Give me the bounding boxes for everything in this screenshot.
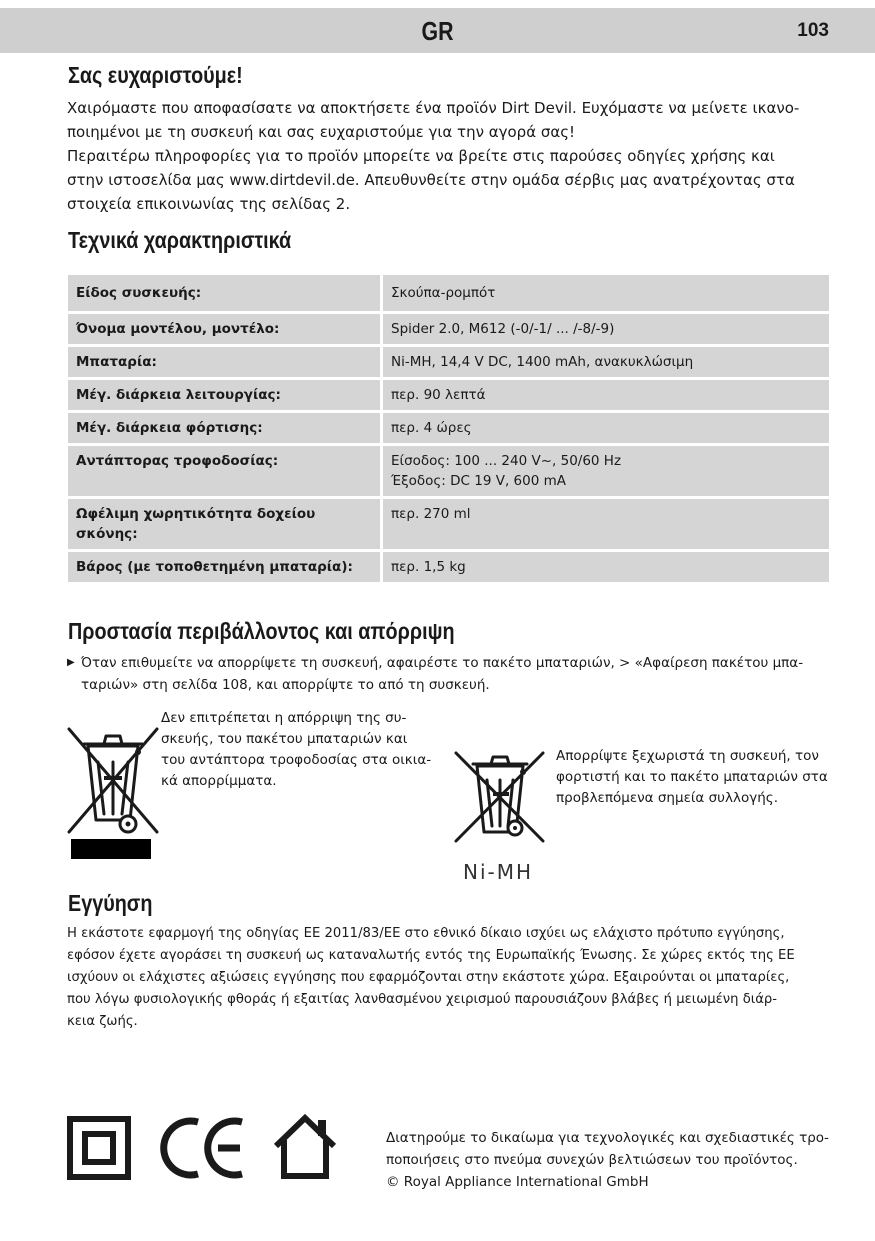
table-row	[68, 314, 829, 344]
spec-key: Ωφέλιμη χωρητικότητα δοχείου σκόνης:	[68, 499, 383, 549]
bullet-arrow-icon: ▶	[67, 657, 75, 668]
specs-heading: Τεχνικά χαρακτηριστικά	[68, 227, 292, 253]
text-line: Δεν επιτρέπεται η απόρριψη της συ-	[161, 710, 407, 726]
crossed-bin-icon	[66, 724, 161, 836]
text-line: του αντάπτορα τροφοδοσίας στα οικια-	[161, 752, 432, 768]
thanks-line: Περαιτέρω πληροφορίες για το προϊόν μπορείτε να βρείτε στις παρούσες οδηγίες χρήσης και	[67, 147, 775, 165]
warranty-line: εφόσον έχετε αγοράσει τη συσκευή ως καταναλωτής εντός της Ευρωπαϊκής Ένωσης. Σε χώρες εκτός της ΕΕ	[67, 948, 795, 963]
language-code: GR	[421, 16, 454, 46]
spec-value: Spider 2.0, M612 (-0/-1/ ... /-8/-9)	[383, 314, 829, 344]
spec-value-line: Είσοδος: 100 ... 240 V~, 50/60 Hz	[391, 453, 622, 469]
warranty-line: ισχύουν οι ελάχιστες αξιώσεις εγγύησης που εφαρμόζονται στην εκάστοτε χώρα. Εξαιρούνται οι μπαταρίες,	[67, 970, 790, 985]
spec-value-line: Έξοδος: DC 19 V, 600 mA	[391, 473, 566, 489]
warranty-line: κεια ζωής.	[67, 1014, 138, 1029]
indoor-use-house-icon	[270, 1112, 340, 1182]
spec-value: Σκούπα-ρομπότ	[383, 275, 829, 311]
warranty-heading: Εγγύηση	[68, 890, 153, 916]
thanks-line: στην ιστοσελίδα μας www.dirtdevil.de. Απευθυνθείτε στην ομάδα σέρβις μας ανατρέχοντας στα	[67, 171, 795, 189]
thanks-paragraph	[67, 96, 827, 216]
table-row	[68, 499, 829, 549]
bullet-text	[67, 652, 819, 696]
warranty-paragraph	[67, 923, 822, 1033]
table-row	[68, 552, 829, 582]
warranty-line: που λόγω φυσιολογικής φθοράς ή εξαιτίας λανθασμένου χειρισμού παρουσιάζουν βλάβες ή μειωμένη διάρ-	[67, 992, 778, 1007]
footer-line: ποποιήσεις στο πνεύμα συνεχών βελτιώσεων του προϊόντος.	[386, 1152, 798, 1168]
table-row	[68, 347, 829, 377]
text-line: προβλεπόμενα σημεία συλλογής.	[556, 790, 778, 806]
spec-key: Μέγ. διάρκεια φόρτισης:	[68, 413, 383, 443]
spec-value: Ni-MH, 14,4 V DC, 1400 mAh, ανακυκλώσιμη	[383, 347, 829, 377]
environment-heading: Προστασία περιβάλλοντος και απόρριψη	[68, 618, 455, 644]
thanks-line: ποιημένοι με τη συσκευή και σας ευχαριστούμε για την αγορά σας!	[67, 123, 576, 141]
spec-key: Όνομα μοντέλου, μοντέλο:	[68, 314, 383, 344]
text-line: κά απορρίμματα.	[161, 773, 277, 789]
spec-value	[383, 446, 829, 496]
thanks-line: στοιχεία επικοινωνίας της σελίδας 2.	[67, 195, 351, 213]
footer-line: © Royal Appliance International GmbH	[386, 1174, 649, 1190]
table-row	[68, 413, 829, 443]
specs-table	[68, 272, 829, 585]
spec-value: περ. 270 ml	[383, 499, 829, 549]
ce-mark-icon	[160, 1116, 250, 1180]
disposal-bullet	[67, 652, 819, 696]
separate-collection-bar	[71, 839, 151, 859]
spec-key: Αντάπτορας τροφοδοσίας:	[68, 446, 383, 496]
spec-value: περ. 4 ώρες	[383, 413, 829, 443]
spec-value: περ. 90 λεπτά	[383, 380, 829, 410]
text-line: Απορρίψτε ξεχωριστά τη συσκευή, τον	[556, 748, 819, 764]
table-row	[68, 275, 829, 311]
page-number: 103	[797, 20, 829, 41]
table-row	[68, 380, 829, 410]
spec-key: Είδος συσκευής:	[68, 275, 383, 311]
spec-key: Μπαταρία:	[68, 347, 383, 377]
text-line: φορτιστή και το πακέτο μπαταριών στα	[556, 769, 828, 785]
no-household-disposal-text	[161, 708, 451, 792]
warranty-line: Η εκάστοτε εφαρμογή της οδηγίας ΕΕ 2011/83/ΕΕ στο εθνικό δίκαιο ισχύει ως ελάχιστο πρότυπο εγγύησης,	[67, 926, 785, 941]
table-row	[68, 446, 829, 496]
footer-line: Διατηρούμε το δικαίωμα για τεχνολογικές και σχεδιαστικές τρο-	[386, 1130, 829, 1146]
bullet-line: ταριών» στη σελίδα 108, και απορρίψτε το από τη συσκευή.	[81, 677, 490, 693]
thanks-line: Χαιρόμαστε που αποφασίσατε να αποκτήσετε ένα προϊόν Dirt Devil. Ευχόμαστε να μείνετε ικανο-	[67, 99, 800, 117]
spec-key: Βάρος (με τοποθετημένη μπαταρία):	[68, 552, 383, 582]
battery-type-label: Ni-MH	[463, 860, 534, 884]
separate-disposal-text	[556, 746, 836, 809]
page-header	[0, 8, 875, 53]
crossed-bin-battery-icon	[453, 750, 546, 845]
spec-key: Μέγ. διάρκεια λειτουργίας:	[68, 380, 383, 410]
spec-value: περ. 1,5 kg	[383, 552, 829, 582]
bullet-line: Όταν επιθυμείτε να απορρίψετε τη συσκευή, αφαιρέστε το πακέτο μπαταριών, > «Αφαίρεση πακέτου μπα-	[81, 655, 804, 671]
text-line: σκευής, του πακέτου μπαταριών και	[161, 731, 408, 747]
thanks-heading: Σας ευχαριστούμε!	[68, 62, 243, 88]
double-insulation-icon	[67, 1116, 131, 1180]
footer-notice	[386, 1127, 831, 1193]
